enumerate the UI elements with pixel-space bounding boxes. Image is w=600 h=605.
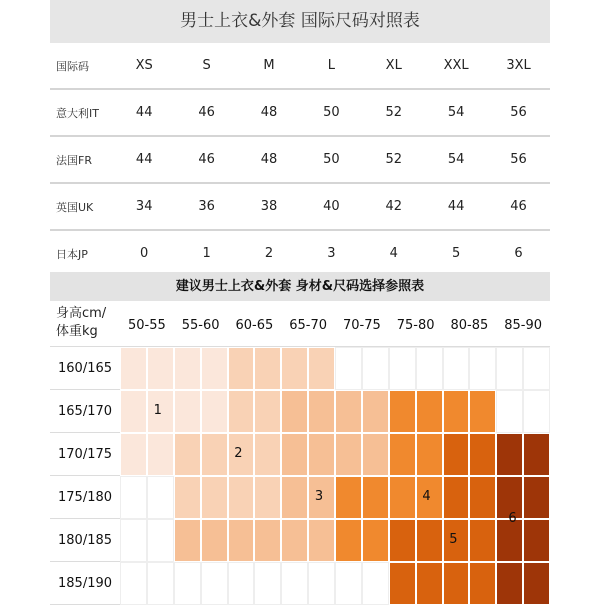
size-zone-cell-6 xyxy=(523,433,550,476)
empty-cell xyxy=(496,390,523,433)
empty-cell xyxy=(443,347,470,390)
intl-table-cell: 44 xyxy=(135,105,153,120)
size-zone-cell-5 xyxy=(469,433,496,476)
size-zone-cell-1 xyxy=(174,347,201,390)
empty-cell xyxy=(281,562,308,605)
intl-table-cell: 54 xyxy=(447,152,465,167)
intl-table-cell: 46 xyxy=(198,152,215,167)
empty-cell xyxy=(362,562,389,605)
size-zone-cell-3 xyxy=(228,519,255,562)
empty-cell xyxy=(201,562,228,605)
intl-table-cell: 48 xyxy=(260,152,278,167)
size-zone-cell-5 xyxy=(389,519,416,562)
size-zone-cell-5 xyxy=(469,519,496,562)
size-zone-cell-3 xyxy=(308,519,335,562)
size-zone-cell-5 xyxy=(443,476,470,519)
empty-cell xyxy=(147,562,174,605)
size-zone-cell-4 xyxy=(416,390,443,433)
weight-column-header: 80-85 xyxy=(450,318,489,333)
size-zone-cell-5 xyxy=(389,562,416,605)
size-zone-cell-1 xyxy=(120,347,147,390)
corner-height-label: 身高cm/ xyxy=(56,306,107,321)
size-zone-cell-2 xyxy=(254,433,281,476)
intl-table-cell: S xyxy=(202,58,211,73)
intl-table-cell: L xyxy=(327,58,335,73)
size-zone-cell-2 xyxy=(254,390,281,433)
intl-table-cell: 3 xyxy=(327,246,336,261)
size-zone-cell-2 xyxy=(201,433,228,476)
intl-table-cell: 3XL xyxy=(506,58,531,73)
intl-table-cell: 0 xyxy=(140,246,149,261)
intl-table-cell: 52 xyxy=(385,105,403,120)
size-zone-cell-1 xyxy=(201,390,228,433)
weight-column-header: 65-70 xyxy=(289,318,328,333)
size-zone-cell-3 xyxy=(281,390,308,433)
height-row-header: 180/185 xyxy=(58,533,113,548)
size-zone-cell-2 xyxy=(228,390,255,433)
intl-table-cell: 34 xyxy=(135,199,153,214)
intl-table-cell: 54 xyxy=(447,105,465,120)
intl-table-row xyxy=(50,184,550,231)
empty-cell xyxy=(362,347,389,390)
intl-table-cell: 50 xyxy=(323,152,340,167)
size-zone-cell-4 xyxy=(335,519,362,562)
intl-table-cell: 36 xyxy=(198,199,215,214)
height-row-header: 160/165 xyxy=(58,361,113,376)
size-zone-cell-4 xyxy=(469,390,496,433)
size-zone-label: 1 xyxy=(153,403,162,418)
intl-table-cell: 1 xyxy=(202,246,211,261)
size-zone-cell-1 xyxy=(147,347,174,390)
size-zone-cell-6 xyxy=(496,433,523,476)
intl-table-cell: 4 xyxy=(389,246,398,261)
weight-column-header: 75-80 xyxy=(396,318,435,333)
size-zone-cell-4 xyxy=(335,476,362,519)
intl-table-cell: 2 xyxy=(264,246,274,261)
size-zone-cell-2 xyxy=(254,347,281,390)
empty-cell xyxy=(523,347,550,390)
weight-column-header: 50-55 xyxy=(127,318,166,333)
intl-table-cell: 52 xyxy=(385,152,403,167)
empty-cell xyxy=(389,347,416,390)
intl-table-cell: 46 xyxy=(510,199,527,214)
intl-table-cell: 44 xyxy=(447,199,465,214)
size-zone-cell-6 xyxy=(496,562,523,605)
weight-column-header: 70-75 xyxy=(342,318,381,333)
size-zone-cell-1 xyxy=(201,347,228,390)
empty-cell xyxy=(120,476,147,519)
empty-cell xyxy=(335,347,362,390)
size-zone-cell-3 xyxy=(362,390,389,433)
size-zone-label: 3 xyxy=(314,489,324,504)
empty-cell xyxy=(496,347,523,390)
size-zone-cell-4 xyxy=(362,519,389,562)
intl-table-cell: M xyxy=(263,58,275,73)
size-zone-cell-5 xyxy=(443,562,470,605)
size-zone-cell-1 xyxy=(120,433,147,476)
height-row-header: 185/190 xyxy=(58,576,113,591)
size-zone-cell-4 xyxy=(389,433,416,476)
fit-table-corner-header xyxy=(50,301,116,346)
size-zone-cell-3 xyxy=(335,390,362,433)
size-zone-cell-3 xyxy=(308,390,335,433)
empty-cell xyxy=(416,347,443,390)
intl-table-cell: 44 xyxy=(135,152,153,167)
size-zone-cell-2 xyxy=(228,476,255,519)
size-zone-cell-3 xyxy=(308,433,335,476)
size-zone-cell-5 xyxy=(416,562,443,605)
intl-table-cell: 46 xyxy=(198,105,215,120)
size-zone-cell-2 xyxy=(228,347,255,390)
size-zone-cell-2 xyxy=(308,347,335,390)
size-zone-cell-4 xyxy=(416,433,443,476)
size-zone-label: 6 xyxy=(508,510,517,526)
empty-cell xyxy=(254,562,281,605)
intl-row-label: 国际码 xyxy=(56,59,89,73)
size-zone-cell-4 xyxy=(362,476,389,519)
empty-cell xyxy=(469,347,496,390)
size-zone-cell-3 xyxy=(362,433,389,476)
intl-row-label: 英国UK xyxy=(56,200,94,214)
weight-column-header: 60-65 xyxy=(235,318,274,333)
intl-table-cell: XL xyxy=(385,58,402,73)
size-zone-cell-4 xyxy=(389,476,416,519)
size-zone-cell-1 xyxy=(174,390,201,433)
intl-table-cell: XXL xyxy=(443,58,469,73)
intl-row-label: 日本JP xyxy=(56,247,88,261)
size-zone-label: 4 xyxy=(422,489,431,504)
intl-table-row xyxy=(50,231,550,276)
weight-column-header: 85-90 xyxy=(504,318,543,333)
empty-cell xyxy=(174,562,201,605)
size-zone-cell-3 xyxy=(201,519,228,562)
size-zone-cell-5 xyxy=(469,476,496,519)
size-zone-cell-2 xyxy=(281,347,308,390)
intl-table-cell: 56 xyxy=(510,105,527,120)
size-zone-cell-5 xyxy=(443,433,470,476)
size-zone-cell-6 xyxy=(523,476,550,519)
size-zone-cell-2 xyxy=(174,476,201,519)
empty-cell xyxy=(228,562,255,605)
intl-table-cell: 40 xyxy=(323,199,340,214)
size-zone-label: 5 xyxy=(449,532,458,547)
size-zone-cell-3 xyxy=(335,433,362,476)
size-zone-cell-6 xyxy=(523,519,550,562)
intl-table-cell: 50 xyxy=(323,105,340,120)
size-zone-cell-1 xyxy=(120,390,147,433)
height-row-header: 165/170 xyxy=(58,404,113,419)
empty-cell xyxy=(523,390,550,433)
intl-table-cell: 6 xyxy=(514,246,523,261)
size-zone-cell-3 xyxy=(281,476,308,519)
size-zone-cell-5 xyxy=(416,519,443,562)
corner-weight-label: 体重kg xyxy=(56,324,98,339)
intl-table-cell: XS xyxy=(135,58,153,73)
empty-cell xyxy=(120,562,147,605)
intl-table-row xyxy=(50,90,550,137)
size-zone-label: 2 xyxy=(234,446,243,461)
height-row-header: 170/175 xyxy=(58,447,113,462)
height-row-header: 175/180 xyxy=(58,490,113,505)
size-zone-cell-3 xyxy=(281,433,308,476)
empty-cell xyxy=(147,476,174,519)
empty-cell xyxy=(308,562,335,605)
size-zone-cell-2 xyxy=(201,476,228,519)
fit-table-title: 建议男士上衣&外套 身材&尺码选择参照表 xyxy=(50,272,550,301)
intl-table-row xyxy=(50,137,550,184)
intl-table-cell: 38 xyxy=(260,199,278,214)
empty-cell xyxy=(147,519,174,562)
size-zone-cell-4 xyxy=(389,390,416,433)
size-zone-cell-1 xyxy=(147,433,174,476)
size-zone-cell-2 xyxy=(174,433,201,476)
weight-column-header: 55-60 xyxy=(181,318,220,333)
size-zone-cell-2 xyxy=(254,476,281,519)
intl-size-table xyxy=(50,43,550,276)
size-zone-cell-5 xyxy=(469,562,496,605)
intl-table-cell: 42 xyxy=(385,199,403,214)
empty-cell xyxy=(120,519,147,562)
intl-table-row xyxy=(50,43,550,90)
intl-table-cell: 5 xyxy=(452,246,461,261)
size-zone-cell-6 xyxy=(523,562,550,605)
size-zone-cell-3 xyxy=(281,519,308,562)
size-zone-cell-4 xyxy=(443,390,470,433)
intl-size-table-title: 男士上衣&外套 国际尺码对照表 xyxy=(50,0,550,43)
intl-row-label: 法国FR xyxy=(56,153,92,167)
size-zone-cell-3 xyxy=(254,519,281,562)
intl-table-cell: 56 xyxy=(510,152,527,167)
size-zone-cell-3 xyxy=(174,519,201,562)
intl-table-cell: 48 xyxy=(260,105,278,120)
intl-row-label: 意大利IT xyxy=(56,106,99,120)
empty-cell xyxy=(335,562,362,605)
